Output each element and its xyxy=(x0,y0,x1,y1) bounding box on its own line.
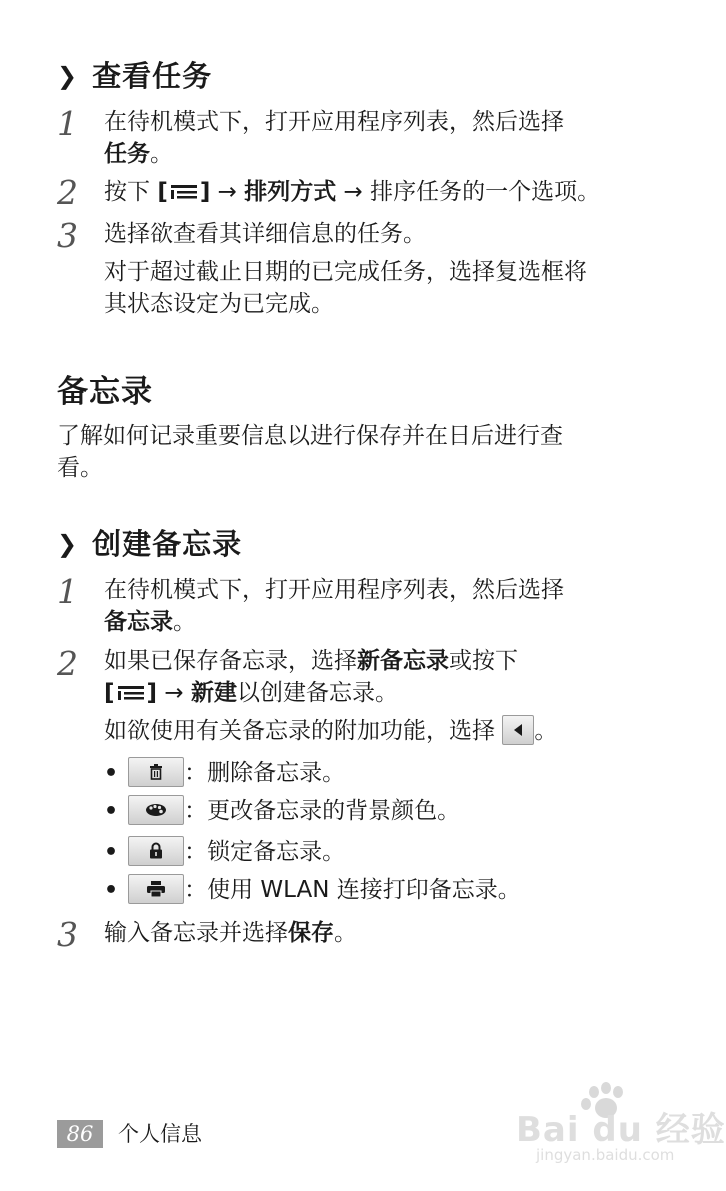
step-text: 选择欲查看其详细信息的任务。 对于超过截止日期的已完成任务，选择复选框将 其状态设定为已完成。 xyxy=(104,221,587,317)
step-text: 在待机模式下，打开应用程序列表，然后选择 备忘录。 xyxy=(104,577,564,635)
step-number: 2 xyxy=(57,173,78,212)
chevron-right-icon: ❯ xyxy=(57,530,79,558)
chevron-right-icon: ❯ xyxy=(57,62,79,90)
baidu-watermark xyxy=(516,1082,726,1172)
page-number: 86 xyxy=(57,1120,103,1148)
step-number: 3 xyxy=(57,216,78,255)
step-number: 1 xyxy=(57,104,78,143)
step-number: 2 xyxy=(57,644,78,683)
step-text: 按下 [ ] → 排列方式 → 排序任务的一个选项。 xyxy=(104,176,600,208)
list-item: • ：使用 WLAN 连接打印备忘录。 xyxy=(104,874,521,907)
step-number: 1 xyxy=(57,572,78,611)
palette-icon xyxy=(128,795,184,825)
step-number: 3 xyxy=(57,915,78,954)
heading-text: 查看任务 xyxy=(92,59,213,93)
printer-icon xyxy=(128,874,184,904)
step-text: 输入备忘录并选择保存。 xyxy=(104,920,357,946)
page-section-title: 备忘录 xyxy=(57,374,153,410)
list-item: • ：删除备忘录。 xyxy=(104,757,345,790)
section-heading-create-memo xyxy=(57,522,242,563)
watermark-brand: Bai du 经验 xyxy=(516,1110,726,1150)
menu-icon xyxy=(168,183,200,201)
lock-icon xyxy=(128,836,184,866)
footer-chapter-title: 个人信息 xyxy=(118,1122,202,1146)
list-item: • ：锁定备忘录。 xyxy=(104,836,345,869)
trash-icon xyxy=(128,757,184,787)
menu-key: [ ] xyxy=(157,179,211,205)
menu-icon xyxy=(115,684,147,702)
step-text: 在待机模式下，打开应用程序列表，然后选择 任务。 xyxy=(104,109,564,167)
back-arrow-icon xyxy=(502,715,534,745)
step-text: 如果已保存备忘录，选择新备忘录或按下 [ ] → 新建以创建备忘录。 如欲使用有关备忘录的附加功能，选择 。 xyxy=(104,648,558,744)
heading-text: 创建备忘录 xyxy=(92,527,243,561)
section-heading-view-tasks xyxy=(57,54,212,95)
watermark-url: jingyan.baidu.com xyxy=(536,1146,675,1164)
list-item: • ：更改备忘录的背景颜色。 xyxy=(104,795,460,828)
menu-key: [ ] xyxy=(104,680,158,706)
intro-paragraph: 了解如何记录重要信息以进行保存并在日后进行查 看。 xyxy=(57,423,563,481)
